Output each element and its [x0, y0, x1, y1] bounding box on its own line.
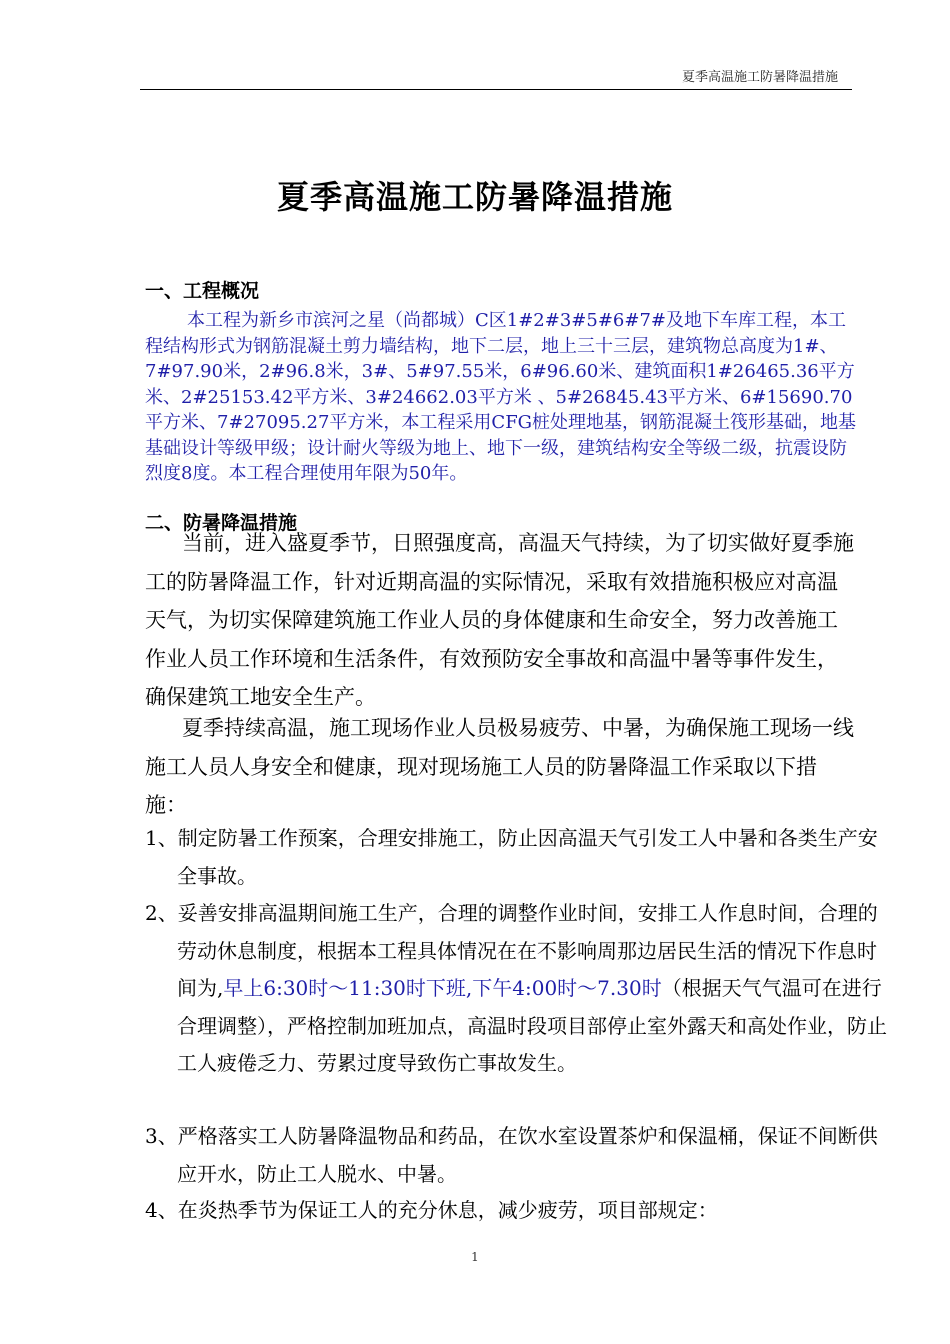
- header-divider: [140, 89, 852, 90]
- measure-item-4: 4、在炎热季节为保证工人的充分休息，减少疲劳，项目部规定：: [145, 1198, 718, 1222]
- measure-item-1: 1、制定防暑工作预案，合理安排施工，防止因高温天气引发工人中暑和各类生产安全事故。: [145, 826, 878, 888]
- measure-item-3: 3、严格落实工人防暑降温物品和药品，在饮水室设置茶炉和保温桶，保证不间断供应开水，防止工人脱水、中暑。: [145, 1124, 878, 1186]
- measure-item-2-text: 2、妥善安排高温期间施工生产，合理的调整作业时间，安排工人作息时间，合理的劳动休息制度，根据本工程具体情况在在不影响周那边居民生活的情况下作息时间为,: [145, 901, 878, 1000]
- document-title: 夏季高温施工防暑降温措施: [276, 178, 673, 216]
- intro-paragraph: 当前，进入盛夏季节，日照强度高，高温天气持续，为了切实做好夏季施工的防暑降温工作，针对近期高温的实际情况，采取有效措施积极应对高温天气，为切实保障建筑施工作业人员的身体健康和生命安全，努力改善施工作业人员工作环境和生活条件，有效预防安全事故和高温中暑等事件发生，确保建筑工地安全生产。: [145, 531, 854, 709]
- page-number: 1: [471, 1250, 479, 1264]
- measures-intro-paragraph: 夏季持续高温，施工现场作业人员极易疲劳、中暑，为确保施工现场一线施工人员人身安全和健康，现对现场施工人员的防暑降温工作采取以下措施：: [145, 716, 854, 817]
- measure-item-2: [145, 895, 889, 1083]
- overview-paragraph: 本工程为新乡市滨河之星（尚都城）C区1#2#3#5#6#7#及地下车库工程，本工程结构形式为钢筋混凝土剪力墙结构，地下二层，地上三十三层，建筑物总高度为1#、7#97.90米，2#96.8米，3#、5#97.55米，6#96.60米、建筑面积1#26465.36平方米、2#25153.42平方米、3#24662.03平方米 、5#26845.43平方米、6#15690.70平方米、7#27095.27平方米，本工程采用CFG桩处理地基，钢筋混凝土筏形基础，地基基础设计等级甲级；设计耐火等级为地上、地下一级，建筑结构安全等级二级，抗震设防烈度8度。本工程合理使用年限为50年。: [145, 310, 857, 484]
- section-heading-measures: 二、防暑降温措施: [145, 512, 298, 534]
- running-header: 夏季高温施工防暑降温措施: [681, 70, 838, 85]
- section-heading-overview: 一、工程概况: [145, 280, 260, 302]
- work-hours-highlight: 早上6:30时～11:30时下班,下午4:00时～7.30时: [223, 976, 662, 1000]
- measure-item-2-note: （根据天气气温可在进行合理调整），严格控制加班加点，高温时段项目部停止室外露天和高处作业，防止工人疲倦乏力、劳累过度导致伤亡事故发生。: [177, 976, 887, 1075]
